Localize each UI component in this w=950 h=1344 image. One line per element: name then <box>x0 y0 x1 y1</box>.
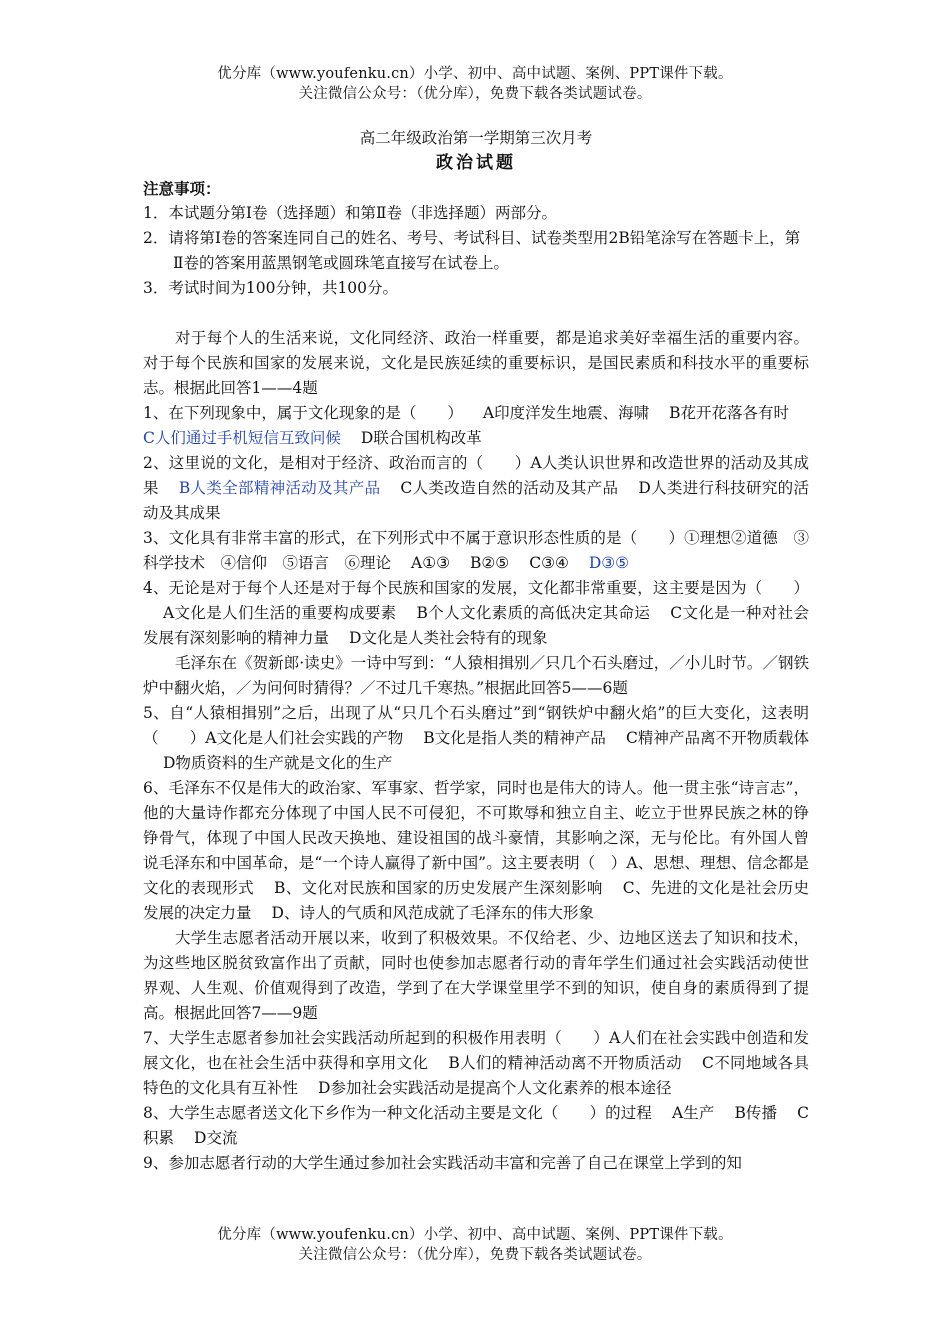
page-footer <box>0 1225 950 1265</box>
exam-title: 高二年级政治第一学期第三次月考 <box>359 129 593 147</box>
question-1-option-b: B花开花落各有时 <box>669 404 789 422</box>
question-3-option-c: C③④ <box>529 554 569 572</box>
question-5-option-b: B文化是指人类的精神产品 <box>423 729 606 747</box>
question-2-option-c: C人类改造自然的活动及其产品 <box>400 479 619 497</box>
page-header <box>0 64 950 104</box>
question-2-option-a: A人类认识世界和改造世界的活动及其成果 <box>143 454 809 497</box>
passage-1: 对于每个人的生活来说，文化同经济、政治一样重要，都是追求美好幸福生活的重要内容。对于每个民族和国家的发展来说，文化是民族延续的重要标识，是国民素质和科技水平的重要标志。根据此回答1——4题 <box>143 329 809 397</box>
question-5-stem: 5、自“人猿相揖别”之后，出现了从“只几个石头磨过”到“钢铁炉中翻火焰”的巨大变化，这表明（ ） <box>143 704 809 747</box>
question-6-option-a: A、思想、理想、信念都是文化的表现形式 <box>143 854 809 897</box>
question-4-option-b: B个人文化素质的高低决定其命运 <box>416 604 651 622</box>
question-5-option-a: A文化是人们社会实践的产物 <box>205 729 404 747</box>
question-1 <box>143 401 809 451</box>
question-7-option-b: B人们的精神活动离不开物质活动 <box>448 1054 682 1072</box>
question-4-option-d: D文化是人类社会特有的现象 <box>349 629 548 647</box>
question-4-stem: 4、无论是对于每个人还是对于每个民族和国家的发展，文化都非常重要，这主要是因为（ ） <box>143 579 809 597</box>
question-4-option-a: A文化是人们生活的重要构成要素 <box>163 604 397 622</box>
question-5-option-d: D物质资料的生产就是文化的生产 <box>163 754 393 772</box>
spacer <box>143 301 809 326</box>
question-5-option-c: C精神产品离不开物质载体 <box>625 729 809 747</box>
question-2-option-b: B人类全部精神活动及其产品 <box>178 479 381 497</box>
question-7-option-c: C不同地域各具特色的文化具有互补性 <box>143 1054 809 1097</box>
note-item-3: 3．考试时间为100分钟，共100分。 <box>143 279 399 297</box>
question-3-option-d: D③⑤ <box>588 554 630 572</box>
question-9 <box>143 1151 809 1176</box>
question-3-option-a: A①③ <box>411 554 451 572</box>
question-1-option-a: A印度洋发生地震、海啸 <box>482 404 650 422</box>
question-2-option-d: D人类进行科技研究的活动及其成果 <box>143 479 809 522</box>
header-line-1: 优分库（www.youfenku.cn）小学、初中、高中试题、案例、PPT课件下载。 <box>217 66 733 82</box>
question-6 <box>143 776 809 926</box>
question-2-stem: 2、这里说的文化，是相对于经济、政治而言的（ ） <box>143 454 531 472</box>
question-4-option-c: C文化是一种对社会发展有深刻影响的精神力量 <box>143 604 809 647</box>
question-1-option-c: C人们通过手机短信互致问候 <box>143 429 341 447</box>
question-8-option-b: B传播 <box>734 1104 778 1122</box>
header-line-2: 关注微信公众号：（优分库），免费下载各类试题试卷。 <box>298 86 652 102</box>
notes-heading: 注意事项： <box>143 179 221 198</box>
question-7 <box>143 1026 809 1101</box>
note-item-1: 1．本试题分第Ⅰ卷（选择题）和第Ⅱ卷（非选择题）两部分。 <box>143 204 558 222</box>
question-6-option-d: D、诗人的气质和风范成就了毛泽东的伟大形象 <box>271 904 594 922</box>
question-6-option-c: C、先进的文化是社会历史发展的决定力量 <box>143 879 809 922</box>
question-8-option-c: C积累 <box>143 1104 809 1147</box>
question-8-stem: 8、大学生志愿者送文化下乡作为一种文化活动主要是文化（ ）的过程 <box>143 1104 652 1122</box>
question-1-stem: 1、在下列现象中，属于文化现象的是（ ） <box>143 404 463 422</box>
question-7-option-d: D参加社会实践活动是提高个人文化素养的根本途径 <box>318 1079 672 1097</box>
note-item-2: 2．请将第Ⅰ卷的答案连同自己的姓名、考号、考试科目、试卷类型用2B铅笔涂写在答题卡上，第Ⅱ卷的答案用蓝黑钢笔或圆珠笔直接写在试卷上。 <box>143 229 801 272</box>
question-8 <box>143 1101 809 1151</box>
question-5 <box>143 701 809 776</box>
question-3-option-b: B②⑤ <box>470 554 510 572</box>
question-9-stem: 9、参加志愿者行动的大学生通过参加社会实践活动丰富和完善了自己在课堂上学到的知 <box>143 1154 742 1172</box>
question-3-stem: 3、文化具有非常丰富的形式，在下列形式中不属于意识形态性质的是（ ）①理想②道德 ③科学技术 ④信仰 ⑤语言 ⑥理论 <box>143 529 809 572</box>
passage-2: 毛泽东在《贺新郎·读史》一诗中写到：“人猿相揖别／只几个石头磨过，／小儿时节。／钢铁炉中翻火焰，／为问何时猜得？／不过几千寒热。”根据此回答5——6题 <box>143 654 809 697</box>
question-4 <box>143 576 809 651</box>
question-8-option-a: A生产 <box>671 1104 715 1122</box>
question-7-option-a: A人们在社会实践中创造和发展文化，也在社会生活中获得和享用文化 <box>143 1029 809 1072</box>
document-body <box>143 126 809 1176</box>
footer-line-2: 关注微信公众号：（优分库），免费下载各类试题试卷。 <box>298 1247 652 1263</box>
footer-line-1: 优分库（www.youfenku.cn）小学、初中、高中试题、案例、PPT课件下载。 <box>217 1227 733 1243</box>
question-8-option-d: D交流 <box>194 1129 238 1147</box>
exam-subtitle: 政治试题 <box>436 153 516 173</box>
passage-3: 大学生志愿者活动开展以来，收到了积极效果。不仅给老、少、边地区送去了知识和技术，为这些地区脱贫致富作出了贡献，同时也使参加志愿者行动的青年学生们通过社会实践活动使世界观、人生观、价值观得到了改造，学到了在大学课堂里学不到的知识，使自身的素质得到了提高。根据此回答7——9题 <box>143 929 809 1022</box>
question-1-option-d: D联合国机构改革 <box>360 429 482 447</box>
question-3 <box>143 526 809 576</box>
question-7-stem: 7、大学生志愿者参加社会实践活动所起到的积极作用表明（ ） <box>143 1029 610 1047</box>
question-6-option-b: B、文化对民族和国家的历史发展产生深刻影响 <box>273 879 603 897</box>
question-6-stem: 6、毛泽东不仅是伟大的政治家、军事家、哲学家，同时也是伟大的诗人。他一贯主张“诗言志”，他的大量诗作都充分体现了中国人民不可侵犯，不可欺辱和独立自主、屹立于世界民族之林的铮铮骨气，体现了中国人民改天换地、建设祖国的战斗豪情，其影响之深，无与伦比。有外国人曾说毛泽东和中国革命，是“一个诗人赢得了新中国”。这主要表明（ ） <box>143 779 809 872</box>
question-2 <box>143 451 809 526</box>
